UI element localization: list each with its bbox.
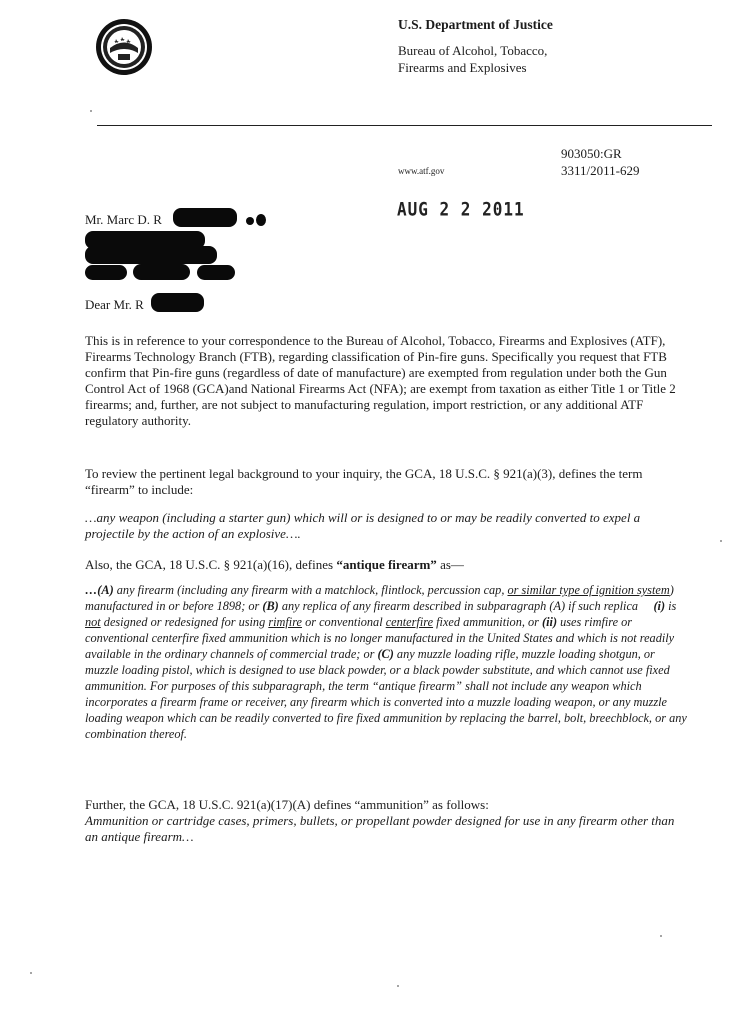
antique-intro-end: as— (436, 557, 464, 572)
clause-ii: (ii) (542, 615, 558, 629)
quote-text: any firearm (including any firearm with a matchlock, flintlock, percussion cap, (113, 583, 508, 597)
quote-text: any muzzle loading rifle, muzzle loading shotgun, or muzzle loading pistol, which is designed to use black powder, or a black powder substitute, and which cannot use fixed ammunition. For purposes of this subparagraph, the term “antique firearm” shall not include any weapon which incorporates a firearm frame or receiver, any firearm which is converted into a muzzle loading weapon, or any muzzle loading weapon which can be readily converted to fire fixed ammunition by replacing the barrel, bolt, breechblock, or any combination thereof. (85, 647, 687, 741)
antique-firearm-term: “antique firearm” (336, 557, 437, 572)
atf-seal-icon (94, 17, 154, 77)
agency-header (398, 16, 553, 76)
redaction-dot-1 (246, 217, 254, 225)
quote-text: fixed ammunition, or (433, 615, 543, 629)
redaction-address-line3b (133, 264, 190, 280)
antique-intro-text: Also, the GCA, 18 U.S.C. § 921(a)(16), defines (85, 557, 337, 572)
underlined-rimfire: rimfire (268, 615, 303, 629)
scan-speck (720, 540, 722, 542)
redaction-dot-2 (256, 214, 266, 226)
clause-a: …(A) (85, 583, 114, 597)
bureau-name-line1: Bureau of Alcohol, Tobacco, (398, 43, 548, 58)
clause-c: (C) (377, 647, 394, 661)
paragraph-legal-background: To review the pertinent legal background to your inquiry, the GCA, 18 U.S.C. § 921(a)(3), defines the term “firearm” to include: (85, 466, 643, 497)
quote-text: or conventional (302, 615, 386, 629)
header-divider (97, 125, 712, 126)
paragraph-antique-intro (85, 557, 690, 573)
reference-number-1: 903050:GR (561, 146, 622, 161)
quote-ammunition-definition: Ammunition or cartridge cases, primers, bullets, or propellant powder designed for use in any firearm other than an antique firearm… (85, 813, 675, 844)
bureau-name-line2: Firearms and Explosives (398, 60, 527, 75)
quote-text: uses rimfire or conventional centerfire fixed ammunition which is no longer manufactured in the United States and which is not readily available in the ordinary channels of commercial trade; or (85, 615, 675, 661)
clause-i: (i) (653, 599, 666, 613)
underlined-centerfire: centerfire (385, 615, 434, 629)
scan-speck (90, 110, 92, 112)
quote-text: is (665, 599, 677, 613)
recipient-name (85, 212, 162, 228)
reference-number-2: 3311/2011-629 (561, 163, 640, 178)
quote-text: designed or redesigned for using (100, 615, 269, 629)
website-link[interactable]: www.atf.gov (398, 166, 445, 176)
paragraph-ammunition-intro: Further, the GCA, 18 U.S.C. 921(a)(17)(A) defines “ammunition” as follows: (85, 797, 489, 812)
scan-speck (30, 972, 32, 974)
salutation-text: Dear Mr. R (85, 297, 144, 312)
quote-text: ) manufactured in or before 1898; or (85, 583, 674, 613)
underlined-not: not (85, 615, 101, 629)
redaction-address-line3a (85, 265, 127, 280)
quote-text: any replica of any firearm described in subparagraph (A) if such replica (278, 599, 654, 613)
paragraph-intro: This is in reference to your correspondence to the Bureau of Alcohol, Tobacco, Firearms and Explosives (ATF), Firearms Technology Branch (FTB), regarding classification of Pin-fire guns. Specifically you request that FTB confirm that Pin-fire guns (regardless of date of manufacture) are exempted from regulation under both the Gun Control Act of 1968 (GCA)and National Firearms Act (NFA); are exempt from taxation as either Title 1 or Title 2 firearms; and, further, are not subject to manufacturing regulation, import restriction, or any additional ATF regulatory authority. (85, 333, 676, 428)
recipient-name-text: Mr. Marc D. R (85, 212, 162, 227)
underlined-ignition-system: or similar type of ignition system (507, 583, 670, 597)
redaction-salutation-name (151, 293, 204, 312)
scan-speck (397, 985, 399, 987)
quote-firearm-definition: …any weapon (including a starter gun) which will or is designed to or may be readily converted to expel a projectile by the action of an explosive…. (85, 510, 641, 541)
scan-speck (660, 935, 662, 937)
redaction-address-line2 (85, 246, 217, 264)
reference-numbers (561, 145, 639, 179)
redaction-address-line3c (197, 265, 235, 280)
quote-antique-firearm-definition (85, 582, 690, 742)
clause-b: (B) (262, 599, 279, 613)
date-stamp: AUG 2 2 2011 (397, 198, 525, 220)
department-name: U.S. Department of Justice (398, 17, 553, 32)
redaction-name (173, 208, 237, 227)
